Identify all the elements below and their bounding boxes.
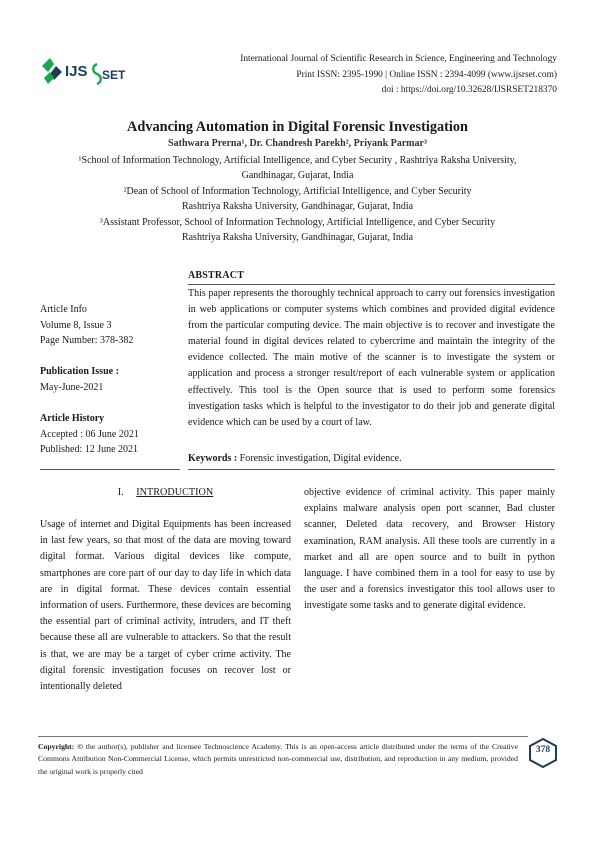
article-volume: Volume 8, Issue 3 — [40, 319, 112, 331]
copyright-text: the author(s), publisher and licensee Technoscience Academy. This is an open-access article distributed under the terms of the Creative Commons Attribution Non-Commercial License, which permits unrestricted non-commercial use, distribution, and reproduction in any medium, provided the original work is properly cited — [38, 742, 518, 776]
abstract-heading: ABSTRACT — [188, 270, 245, 281]
journal-doi[interactable]: doi : https://doi.org/10.32628/IJSRSET218370 — [381, 85, 557, 95]
paper-title: Advancing Automation in Digital Forensic Investigation — [127, 119, 468, 135]
affiliation-line: Rashtriya Raksha University, Gandhinagar, Gujarat, India — [181, 232, 414, 244]
copyright-label: Copyright: © — [38, 742, 83, 751]
keywords-label: Keywords : — [188, 453, 238, 464]
body-column-left: Usage of internet and Digital Equipments has been increased in last few years, so that most of the data are moving toward digital format. Various digital devices like compute, smartphones are core part of our day to day life in which data are in digital format. These devices contain essential information of users. Furthermore, these devices are becoming the essential part of criminal activity, intruders, and IT theft because these all are vulnerable to attackers. So that the result is that, we are may be a target of cyber crime activity. The digital forensic investigation focuses on recover lost or intentionally deleted — [40, 519, 291, 693]
publication-issue: May-June-2021 — [40, 381, 104, 393]
affiliation-line: ³Assistant Professor, School of Information Technology, Artificial Intelligence, and Cyber Security — [99, 216, 496, 228]
footer-rule — [38, 736, 528, 737]
publication-issue-label: Publication Issue : — [40, 366, 119, 378]
journal-header — [240, 52, 557, 99]
keywords — [188, 453, 555, 464]
page-number: 378 — [535, 745, 551, 755]
copyright-footer — [38, 741, 518, 778]
section-number: I. — [117, 487, 124, 498]
abstract-top-rule — [188, 284, 555, 285]
abstract-bottom-rule — [188, 469, 555, 470]
paper-authors: Sathwara Prerna¹, Dr. Chandresh Parekh², Priyank Parmar³ — [168, 138, 427, 149]
journal-logo — [40, 52, 140, 88]
affiliation-line: Gandhinagar, Gujarat, India — [241, 170, 354, 182]
section-heading — [40, 487, 291, 498]
journal-name: International Journal of Scientific Research in Science, Engineering and Technology — [240, 54, 557, 64]
journal-issn: Print ISSN: 2395-1990 | Online ISSN : 2394-4099 (www.ijsrset.com) — [296, 69, 557, 80]
body-column-right: objective evidence of criminal activity. This paper mainly explains malware analysis open port scanner, Bad cluster scanner, Deleted data recovery, and Browser History examination, RAM analysis. All these tools are currently in a market and all are open source and to built in python language. I have combined them in a tool for easy to use by the user and a forensics investigator this tool allows user to investigate some tasks and to generate digital evidence. — [304, 487, 555, 612]
article-info-heading: Article Info — [40, 304, 87, 315]
abstract-text: This paper represents the thoroughly technical approach to carry out forensics investigation in web applications or computer systems which combines and provided digital evidence from the particular computing device. The main objective is to recover and investigate the material found in digital devices related to cybercrime and maintain the integrity of the evidence collected. The main motive of the scanner is to investigate the system or application and process a stronger result/report of each vulnerable system or application effectively. This tool is the Open source that is used to perform some forensics investigation tasks which is helpful to the investigator to do their job and generate digital evidence which can be used by a court of law. — [188, 288, 555, 428]
section-title: INTRODUCTION — [136, 487, 214, 498]
affiliation-line: ¹School of Information Technology, Artificial Intelligence, and Cyber Security , Rashtriya Raksha University, — [78, 155, 517, 166]
accepted-date: Accepted : 06 June 2021 — [40, 428, 139, 440]
keywords-value: Forensic investigation, Digital evidence. — [239, 453, 402, 464]
published-date: Published: 12 June 2021 — [40, 444, 139, 456]
affiliations — [30, 153, 565, 245]
article-info — [40, 302, 185, 458]
article-pages: Page Number: 378-382 — [40, 335, 134, 347]
logo-text-ijs: IJS — [65, 63, 88, 80]
info-bottom-rule — [40, 469, 180, 470]
affiliation-line: Rashtriya Raksha University, Gandhinagar, Gujarat, India — [181, 201, 414, 213]
logo-mark-icon — [40, 52, 140, 88]
affiliation-line: ²Dean of School of Information Technology, Artificial Intelligence, and Cyber Security — [123, 185, 472, 197]
logo-text-set: SET — [102, 68, 126, 82]
article-history-label: Article History — [40, 413, 105, 425]
